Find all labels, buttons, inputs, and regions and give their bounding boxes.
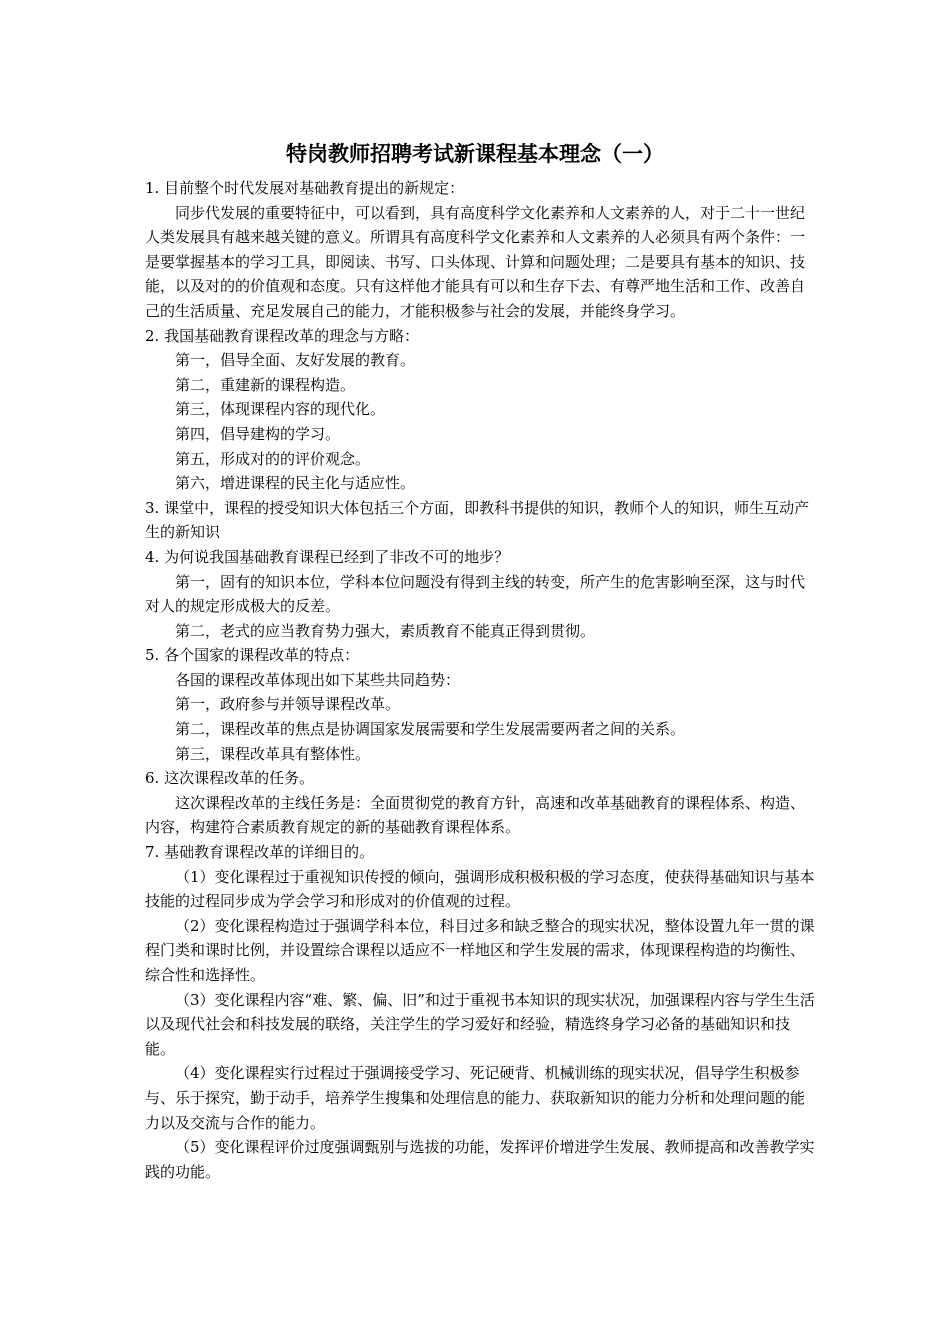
paragraph: 第二，课程改革的焦点是协调国家发展需要和学生发展需要两者之间的关系。 xyxy=(175,720,686,739)
paragraph: （4）变化课程实行过程过于强调接受学习、死记硬背、机械训练的现实状况，倡导学生积极参与、乐于探究，勤于动手，培养学生搜集和处理信息的能力、获取新知识的能力分析和处理问题的能力以及交流与合作的能力。 xyxy=(145,1064,806,1132)
paragraph: 第一，政府参与并领导课程改革。 xyxy=(175,695,401,714)
paragraph: 第六，增进课程的民主化与适应性。 xyxy=(175,474,416,493)
paragraph: 3. 课堂中，课程的授受知识大体包括三个方面，即教科书提供的知识，教师个人的知识，师生互动产生的新知识 xyxy=(145,498,810,542)
document-title: 特岗教师招聘考试新课程基本理念（一） xyxy=(286,141,664,166)
paragraph: （2）变化课程构造过于强调学科本位，科目过多和缺乏整合的现实状况，整体设置九年一贯的课程门类和课时比例，并设置综合课程以适应不一样地区和学生发展的需求，体现课程构造的均衡性、综合性和选择性。 xyxy=(145,916,815,984)
paragraph: 第三，课程改革具有整体性。 xyxy=(175,744,371,763)
paragraph: 第二，老式的应当教育势力强大，素质教育不能真正得到贯彻。 xyxy=(175,621,596,640)
paragraph: 第一，倡导全面、友好发展的教育。 xyxy=(175,351,416,370)
paragraph: （1）变化课程过于重视知识传授的倾向，强调形成积极积极的学习态度，使获得基础知识与基本技能的过程同步成为学会学习和形成对的价值观的过程。 xyxy=(145,867,815,911)
paragraph: 2. 我国基础教育课程改革的理念与方略： xyxy=(145,326,420,345)
paragraph: 1. 目前整个时代发展对基础教育提出的新规定： xyxy=(145,179,465,197)
paragraph: 第五，形成对的的评价观念。 xyxy=(175,449,371,468)
document-body xyxy=(145,176,815,1184)
paragraph: （3）变化课程内容“难、繁、偏、旧”和过于重视书本知识的现实状况，加强课程内容与学生生活以及现代社会和科技发展的联络，关注学生的学习爱好和经验，精选终身学习必备的基础知识和技能。 xyxy=(145,990,815,1058)
paragraph: 这次课程改革的主线任务是：全面贯彻党的教育方针，高速和改革基础教育的课程体系、构造、内容，构建符合素质教育规定的新的基础教育课程体系。 xyxy=(145,793,806,837)
paragraph: 7. 基础教育课程改革的详细目的。 xyxy=(145,843,375,862)
paragraph: 5. 各个国家的课程改革的特点： xyxy=(145,646,360,665)
paragraph: 4. 为何说我国基础教育课程已经到了非改不可的地步？ xyxy=(145,547,510,566)
paragraph: 第一，固有的知识本位，学科本位问题没有得到主线的转变，所产生的危害影响至深，这与时代对人的规定形成极大的反差。 xyxy=(145,572,806,616)
paragraph: 各国的课程改革体现出如下某些共同趋势： xyxy=(175,670,461,689)
paragraph: 第四，倡导建构的学习。 xyxy=(175,424,341,443)
paragraph: 第三，体现课程内容的现代化。 xyxy=(175,400,386,419)
paragraph: （5）变化课程评价过度强调甄别与选拔的功能，发挥评价增进学生发展、教师提高和改善教学实践的功能。 xyxy=(145,1138,815,1181)
paragraph: 第二，重建新的课程构造。 xyxy=(175,375,356,394)
paragraph: 同步代发展的重要特征中，可以看到，具有高度科学文化素养和人文素养的人，对于二十一世纪人类发展具有越来越关键的意义。所谓具有高度科学文化素养和人文素养的人必须具有两个条件：一是要掌握基本的学习工具，即阅读、书写、口头体现、计算和问题处理；二是要具有基本的知识、技能，以及对的的价值观和态度。只有这样他才能具有可以和生存下去、有尊严地生活和工作、改善自己的生活质量、充足发展自己的能力，才能积极参与社会的发展，并能终身学习。 xyxy=(145,203,806,320)
paragraph: 6. 这次课程改革的任务。 xyxy=(145,769,315,788)
